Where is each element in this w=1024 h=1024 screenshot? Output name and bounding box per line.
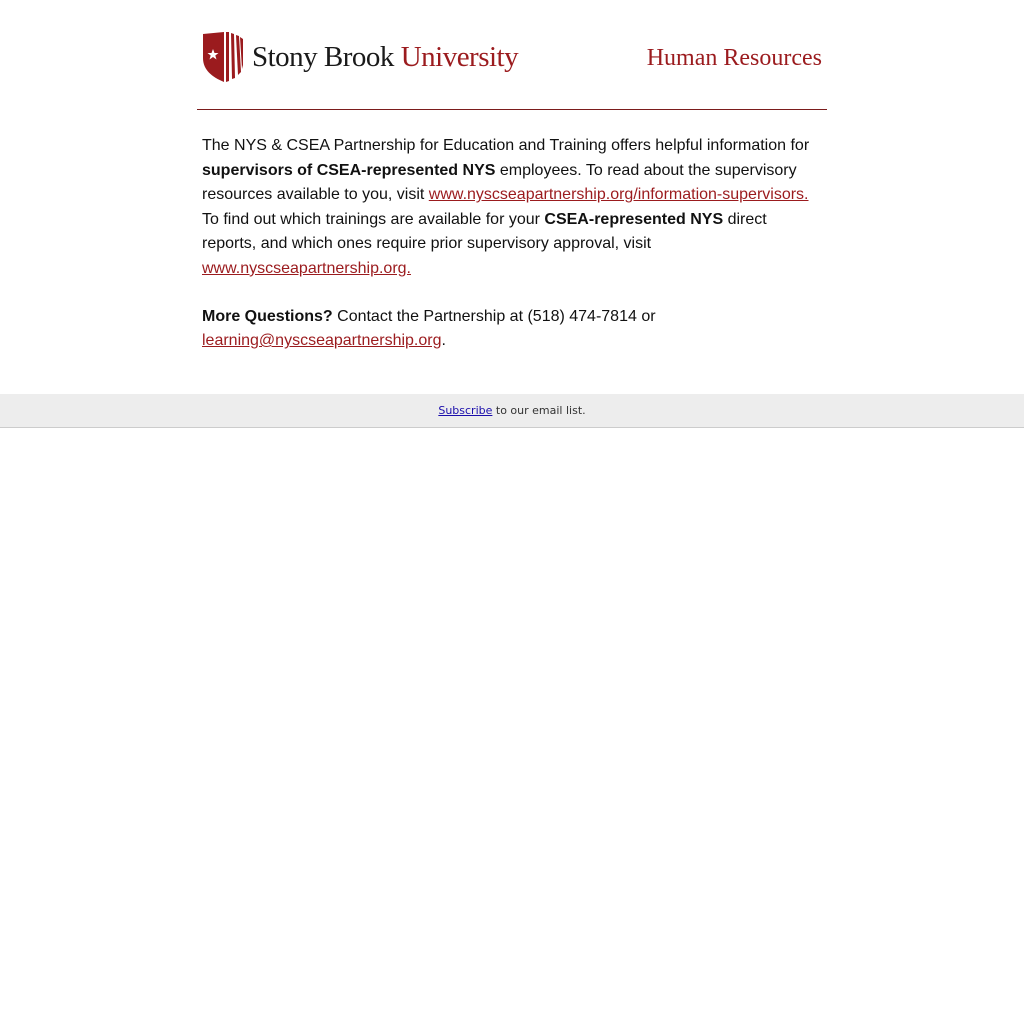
- text: Contact the Partnership at (518) 474-7814 or: [332, 307, 656, 325]
- bold-text: CSEA-represented NYS: [544, 210, 724, 228]
- supervisors-info-link[interactable]: www.nyscseapartnership.org/information-supervisors.: [428, 186, 809, 204]
- shield-icon: [202, 32, 244, 82]
- questions-heading: More Questions?: [202, 307, 333, 325]
- message-body: [202, 134, 822, 354]
- text: employees. To read about the supervisory: [495, 161, 797, 179]
- text: direct: [723, 210, 767, 228]
- footer-bar: [0, 394, 1024, 428]
- intro-paragraph: [202, 134, 822, 282]
- text: reports, and which ones require prior supervisory approval, visit: [202, 235, 652, 253]
- text: .: [441, 332, 446, 350]
- logo-text-main: Stony Brook: [252, 40, 394, 73]
- email-header: [197, 28, 827, 110]
- partnership-home-link[interactable]: www.nyscseapartnership.org.: [202, 259, 411, 277]
- questions-paragraph: [202, 305, 822, 354]
- email-link[interactable]: learning@nyscseapartnership.org: [202, 332, 442, 350]
- subscribe-text: to our email list.: [492, 404, 586, 417]
- bold-text: supervisors of CSEA-represented NYS: [202, 161, 496, 179]
- logo-text-accent: University: [400, 40, 519, 73]
- text: To find out which trainings are available for your: [202, 210, 545, 228]
- department-title: Human Resources: [646, 45, 822, 71]
- subscribe-link[interactable]: Subscribe: [438, 404, 493, 417]
- stony-brook-logo[interactable]: [202, 32, 518, 82]
- text: The NYS & CSEA Partnership for Education and Training offers helpful information for: [202, 137, 810, 154]
- text: resources available to you, visit: [202, 186, 429, 204]
